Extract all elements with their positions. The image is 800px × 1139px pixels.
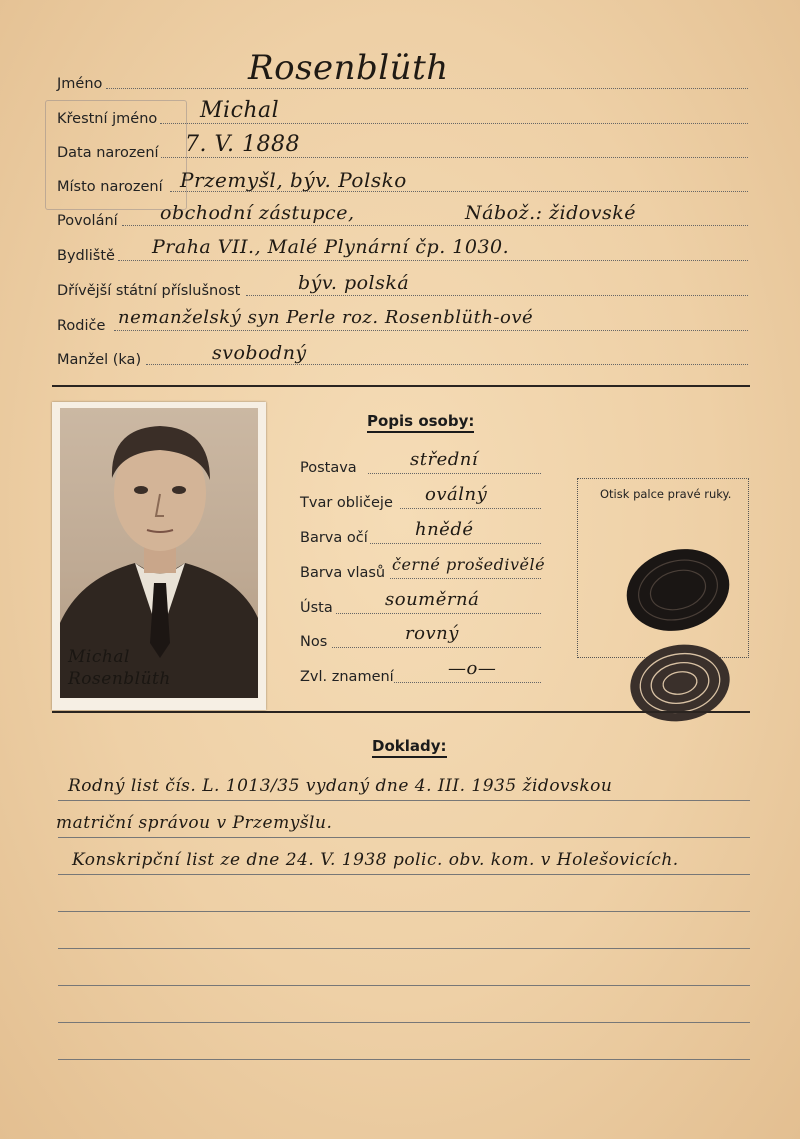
value-misto-narozeni: Przemyšl, býv. Polsko [180,168,407,192]
label-misto-narozeni: Místo narození [57,179,163,195]
label-statni-prislusnost: Dřívější státní příslušnost [57,283,241,299]
value-rodice: nemanželský syn Perle roz. Rosenblüth-ové [118,307,534,328]
value-bydliste: Praha VII., Malé Plynární čp. 1030. [152,236,510,258]
photo-signature: Michal Rosenblüth [68,647,171,689]
label-data-narozeni: Data narození [57,145,159,161]
description-title: Popis osoby: [367,412,474,433]
value-postava: střední [410,449,479,470]
value-krestni-jmeno: Michal [200,98,280,123]
label-povolani: Povolání [57,213,118,229]
value-povolani: obchodní zástupce, [160,202,355,224]
document-line-3: Konskripční list ze dne 24. V. 1938 polic. obv. kom. v Holešovicích. [72,850,679,870]
documents-title: Doklady: [372,737,447,758]
value-barva-oci: hnědé [415,519,474,540]
value-usta: souměrná [385,589,480,610]
registration-card: Jméno Rosenblüth Křestní jméno Michal Data narození 7. V. 1888 Místo narození Przemyšl, býv. Polsko Povolání obchodní zástupce, Nábož.: židovské Bydliště Praha VII., Malé Plynární čp. 1030. Dřívější státní příslušnost býv. polská Rodiče nemanželský syn Perle roz. Rosenblüth-ové Manžel (ka) svobodný Michal Rosenblüth Popis osoby: Postava střední Tvar obličeje oválný Barva očí hnědé Barva vlasů černé prošedivělé Ústa souměrná Nos rovný Zvl. znamení —o— Otisk palce pravé ruky. Doklady: Rodný list čís. L. 1013/35 vydaný dne 4. III. 1935 židovskou matriční správou v Przemyšlu. Konskripční list ze dne 24. V. 1938 polic. obv. kom. v Holešovicích. [0,0,800,1139]
value-barva-vlasu: černé prošedivělé [392,555,546,574]
value-manzel: svobodný [212,342,307,364]
top-divider [52,385,750,387]
document-line-1: Rodný list čís. L. 1013/35 vydaný dne 4. III. 1935 židovskou [68,776,613,796]
portrait-photo [60,408,258,698]
document-line-2: matriční správou v Przemyšlu. [56,813,333,833]
value-statni-prislusnost: býv. polská [298,272,410,294]
label-krestni-jmeno: Křestní jméno [57,111,158,127]
fingerprint-label: Otisk palce pravé ruky. [600,487,732,501]
label-manzel: Manžel (ka) [57,352,142,368]
label-bydliste: Bydliště [57,248,115,264]
value-tvar-obliceje: oválný [425,484,488,505]
value-data-narozeni: 7. V. 1888 [185,132,300,157]
value-nos: rovný [405,623,459,644]
value-jmeno: Rosenblüth [248,48,449,88]
value-zvl-znameni: —o— [448,658,497,679]
value-nabozenstvi: Nábož.: židovské [465,202,636,224]
photo-frame [52,402,266,710]
label-jmeno: Jméno [57,76,103,92]
middle-divider [52,711,750,713]
thumbprint-icon [618,538,758,728]
label-rodice: Rodiče [57,318,106,334]
